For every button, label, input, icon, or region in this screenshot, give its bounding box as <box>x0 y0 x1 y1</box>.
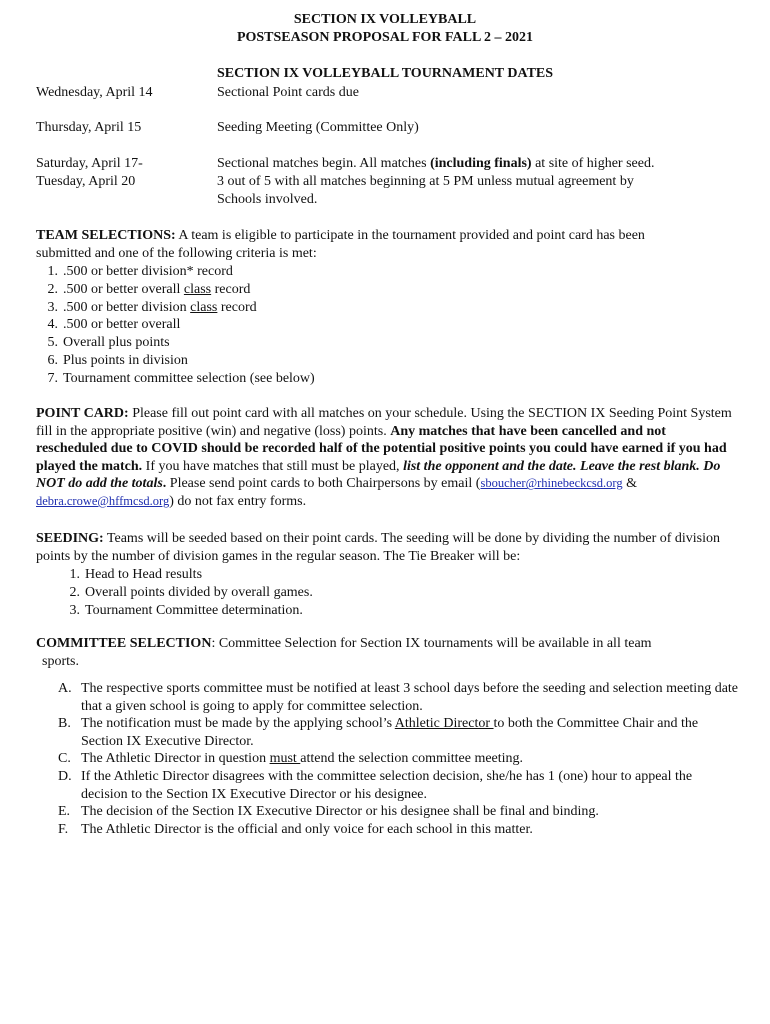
date-event: Sectional Point cards due <box>217 85 359 100</box>
date-event: Schools involved. <box>217 192 318 207</box>
date-event: Sectional matches begin. All matches (including finals) at site of higher seed. <box>217 156 655 171</box>
date-label: Tuesday, April 20 <box>36 174 136 189</box>
team-selections-intro: TEAM SELECTIONS: A team is eligible to participate in the tournament provided and point card has been <box>36 228 645 243</box>
list-item: C. The Athletic Director in question must attend the selection committee meeting. <box>58 751 524 767</box>
criteria-list <box>36 263 315 388</box>
list-item: E. The decision of the Section IX Executive Director or his designee shall be final and binding. <box>58 804 599 820</box>
date-event: Seeding Meeting (Committee Only) <box>217 120 419 135</box>
list-item: 4. .500 or better overall <box>47 317 181 333</box>
document-title: SECTION IX VOLLEYBALL <box>293 12 477 27</box>
team-selections-intro: submitted and one of the following criteria is met: <box>36 246 317 261</box>
list-item: 5. Overall plus points <box>47 335 170 351</box>
date-label: Saturday, April 17- <box>36 156 143 171</box>
date-event: 3 out of 5 with all matches beginning at 5 PM unless mutual agreement by <box>217 174 634 189</box>
list-item: 2. .500 or better overall class record <box>47 281 251 297</box>
committee-heading: COMMITTEE SELECTION <box>36 636 212 651</box>
date-label: Wednesday, April 14 <box>36 85 153 100</box>
list-item: B. The notification must be made by the applying school’s Athletic Director to both the Committee Chair and the Section IX Executive Director. <box>58 716 699 749</box>
tie-breaker-list <box>58 566 313 619</box>
date-label: Thursday, April 15 <box>36 120 142 135</box>
list-item: 7. Tournament committee selection (see below) <box>47 370 315 386</box>
email-link[interactable]: sboucher@rhinebeckcsd.org <box>480 476 623 491</box>
list-item: 3. .500 or better division class record <box>47 299 257 315</box>
point-card-paragraph: POINT CARD: Please fill out point card with all matches on your schedule. Using the SECTION IX Seeding Point System fill in the appropriate positive (win) and negative (loss) points. Any matches that have been cancelled and not rescheduled due to COVID should be recorded half of the potential positive points you could have earned if you had played the match. If you have matches that still must be played, list the opponent and the date. Leave the rest blank. Do NOT do add the totals. Please send point cards to both Chairpersons by email (sboucher@rhinebeckcsd.org & debra.crowe@hffmcsd.org) do not fax entry forms. <box>36 406 732 509</box>
committee-intro: sports. <box>42 654 79 669</box>
team-selections-heading: TEAM SELECTIONS: <box>36 228 176 243</box>
committee-intro: COMMITTEE SELECTION: Committee Selection for Section IX tournaments will be available in all team <box>36 636 652 651</box>
list-item: F. The Athletic Director is the official and only voice for each school in this matter. <box>58 821 533 837</box>
list-item: A. The respective sports committee must be notified at least 3 school days before the seeding and selection meeting date that a given school is going to apply for committee selection. <box>58 681 739 714</box>
email-link[interactable]: debra.crowe@hffmcsd.org <box>36 493 170 508</box>
document-subtitle: POSTSEASON PROPOSAL FOR FALL 2 – 2021 <box>236 30 534 45</box>
list-item: 1. Head to Head results <box>69 567 203 582</box>
seeding-heading: SEEDING: <box>36 531 104 546</box>
list-item: D. If the Athletic Director disagrees with the committee selection decision, she/he has 1 (one) hour to appeal the decision to the Section IX Executive Director or his designee. <box>58 768 693 802</box>
list-item: 6. Plus points in division <box>47 352 188 368</box>
point-card-heading: POINT CARD: <box>36 406 129 421</box>
dates-heading: SECTION IX VOLLEYBALL TOURNAMENT DATES <box>216 66 554 81</box>
list-item: 1. .500 or better division* record <box>47 264 233 279</box>
seeding-paragraph: SEEDING: Teams will be seeded based on their point cards. The seeding will be done by dividing the number of division points by the number of division games in the regular season. The Tie Breaker will be: <box>36 531 721 564</box>
committee-rules-list <box>58 680 738 838</box>
list-item: 3. Tournament Committee determination. <box>69 602 303 618</box>
list-item: 2. Overall points divided by overall games. <box>69 584 313 600</box>
